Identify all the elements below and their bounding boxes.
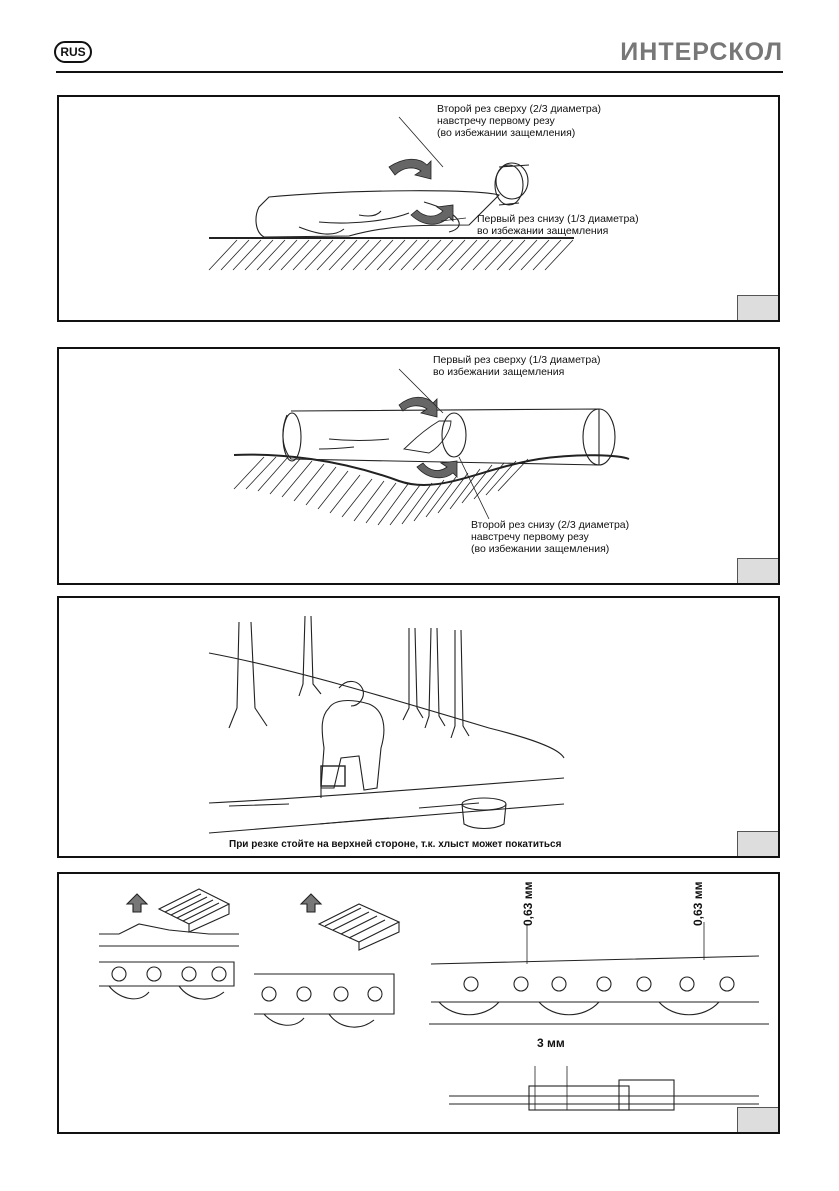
callout-line: (во избежании защемления) <box>437 127 576 139</box>
brand-logo: ИНТЕРСКОЛ <box>620 38 783 66</box>
figure-number-tab <box>737 831 778 856</box>
depth-label-left: 0,63 мм <box>521 881 535 926</box>
callout-first-cut-bottom <box>477 213 639 237</box>
figure-slope-cutting <box>57 596 780 858</box>
figure-number-tab <box>737 558 778 583</box>
callout-line: Второй рез снизу (2/3 диаметра) <box>471 519 630 531</box>
depth-label-right: 0,63 мм <box>691 881 705 926</box>
figure-chain-depth-gauge <box>57 872 780 1134</box>
callout-line: Второй рез сверху (2/3 диаметра) <box>437 103 602 115</box>
callout-second-cut-top <box>437 103 601 139</box>
header-rule <box>56 71 783 73</box>
callout-line: Первый рез снизу (1/3 диаметра) <box>477 213 639 225</box>
gap-label: 3 мм <box>537 1036 565 1050</box>
callout-second-cut-bottom <box>471 519 629 555</box>
callout-line: (во избежании защемления) <box>471 543 610 555</box>
callout-line: во избежании защемления <box>433 366 565 378</box>
chain-illustration <box>59 874 778 1132</box>
language-badge: RUS <box>54 41 92 63</box>
callout-line: навстречу первому резу <box>471 531 589 543</box>
log-illustration <box>59 97 778 320</box>
figure-log-support-both-ends <box>57 95 780 322</box>
log-illustration <box>59 349 778 583</box>
callout-line: Первый рез сверху (1/3 диаметра) <box>433 354 601 366</box>
figure-caption: При резке стойте на верхней стороне, т.к. хлыст может покатиться <box>229 839 562 850</box>
callout-line: навстречу первому резу <box>437 115 555 127</box>
forest-slope-illustration <box>59 598 778 856</box>
figure-number-tab <box>737 295 778 320</box>
callout-first-cut-top <box>433 354 601 378</box>
figure-log-supported-middle <box>57 347 780 585</box>
figure-number-tab <box>737 1107 778 1132</box>
callout-line: во избежании защемления <box>477 225 609 237</box>
